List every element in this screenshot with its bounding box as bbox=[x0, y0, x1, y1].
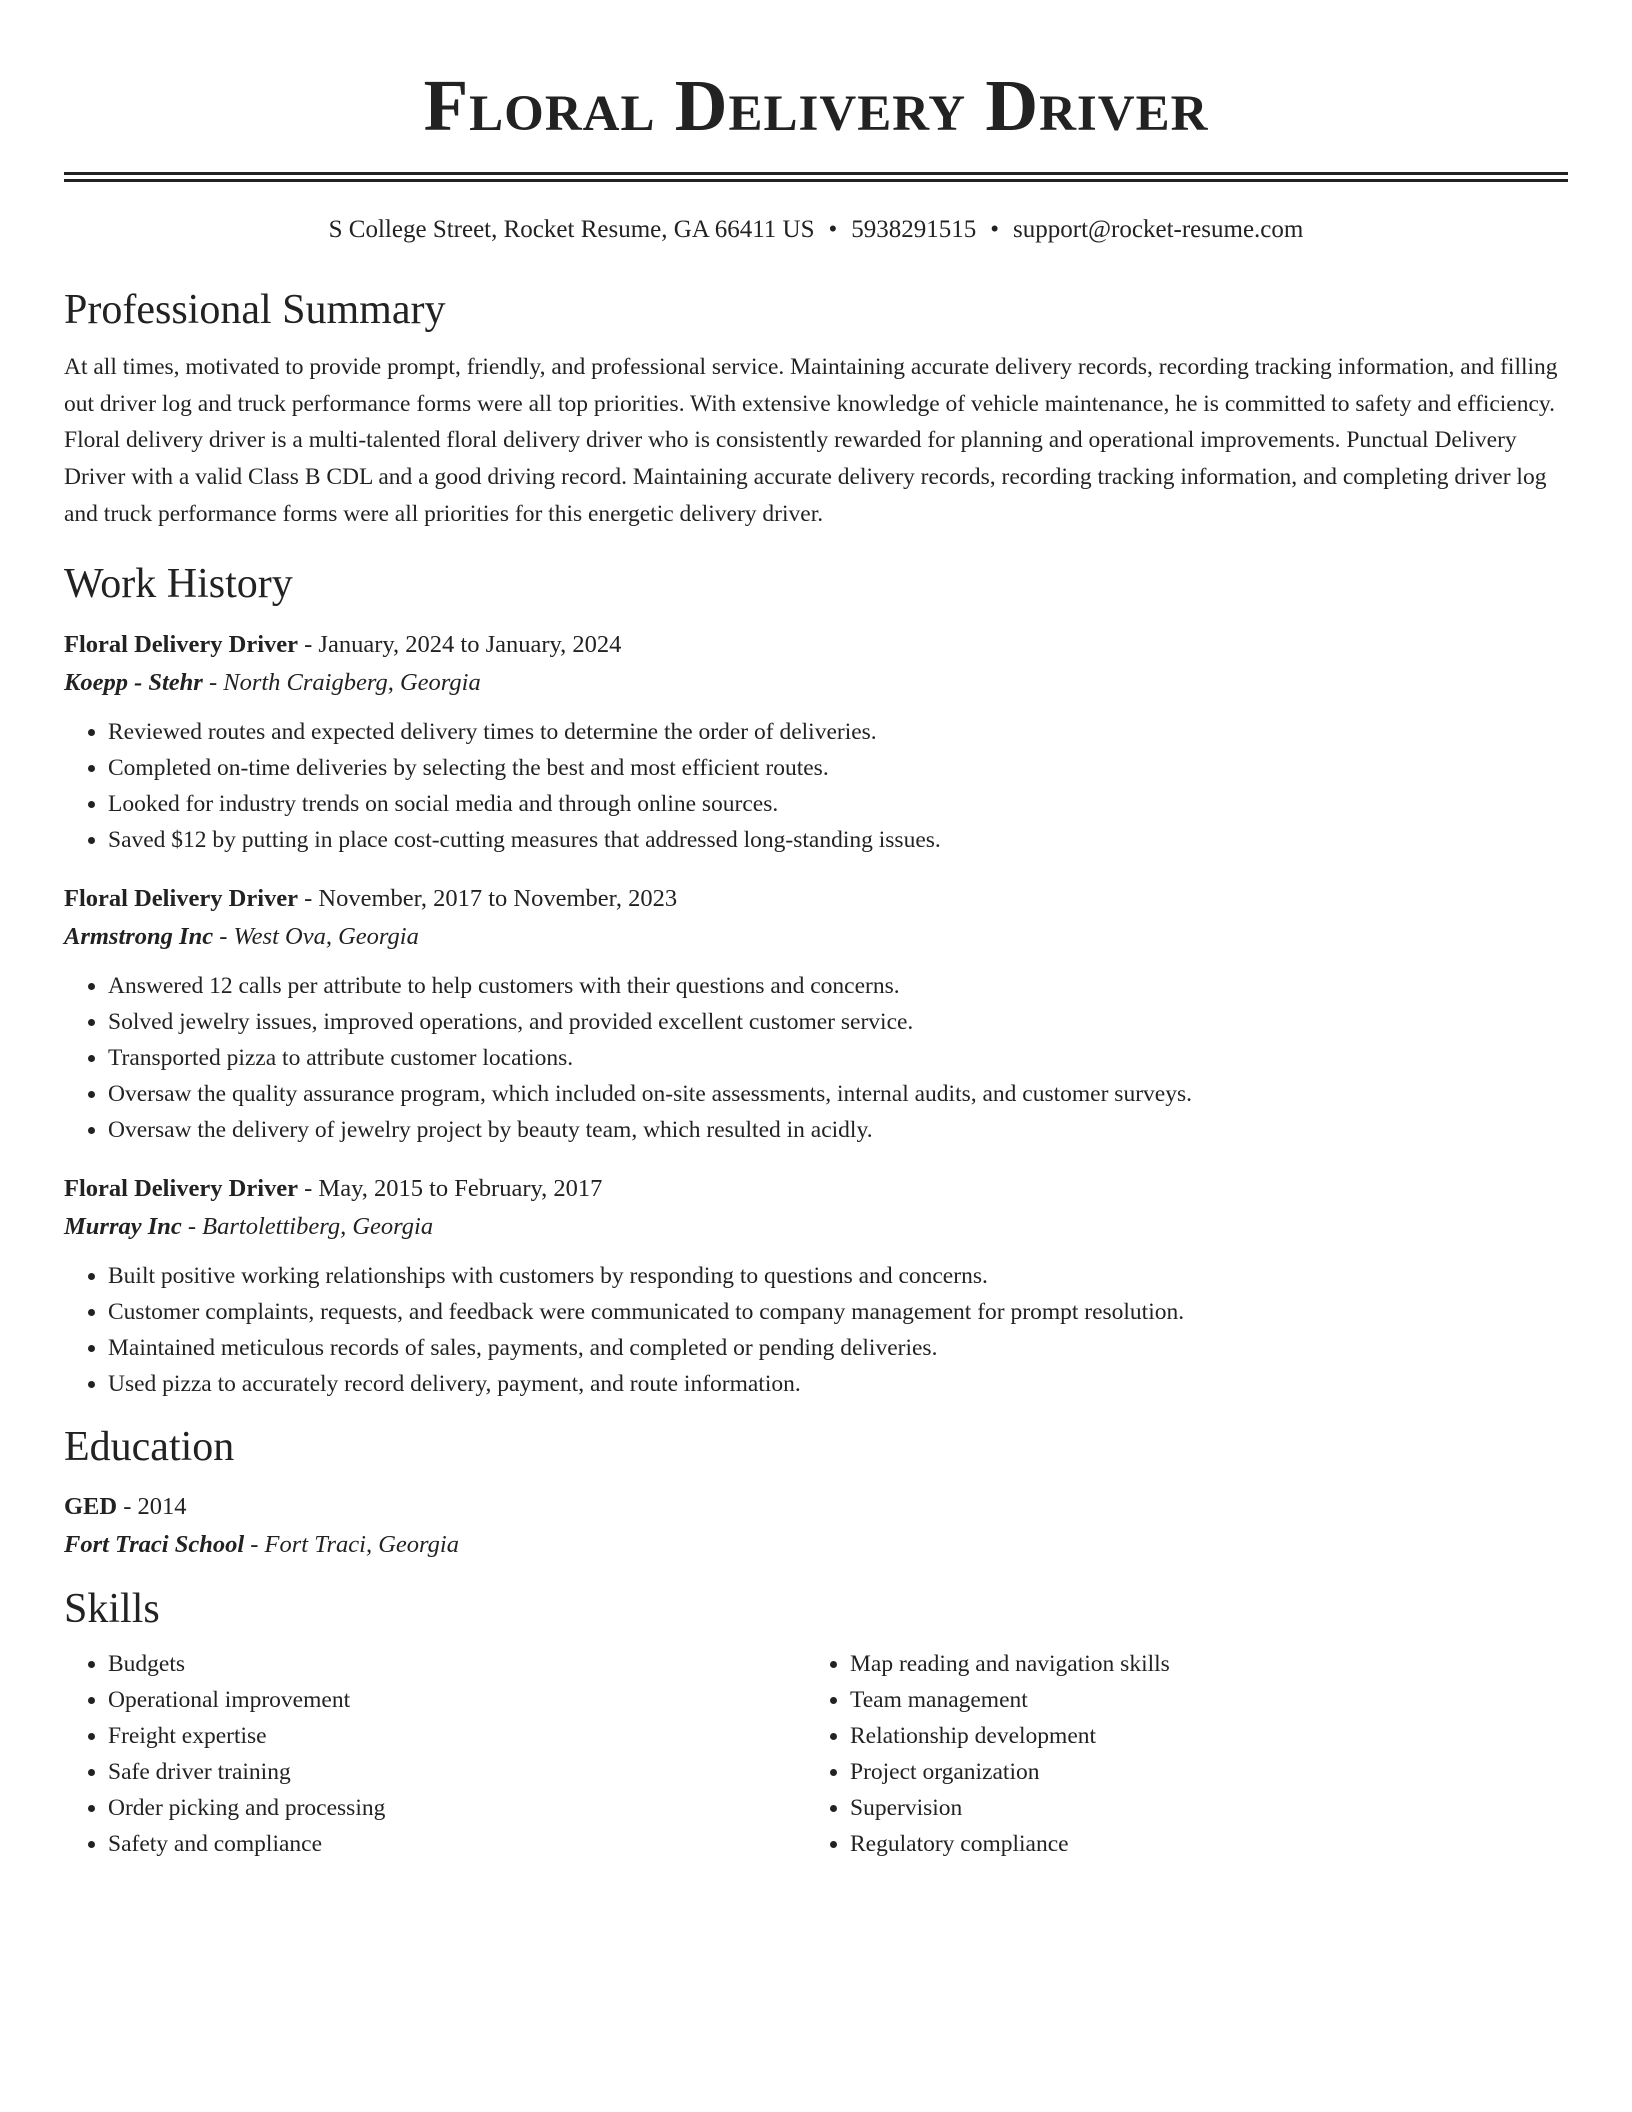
job-location: - West Ova, Georgia bbox=[213, 922, 419, 950]
job-location: - Bartolettiberg, Georgia bbox=[181, 1212, 434, 1240]
job-duties-list bbox=[64, 1258, 1568, 1402]
education-school: Fort Traci School bbox=[64, 1530, 245, 1558]
section-heading-skills: Skills bbox=[64, 1585, 160, 1632]
list-item: • Used pizza to accurately record delivery, payment, and route information. bbox=[108, 1366, 1568, 1402]
contact-line bbox=[64, 215, 1568, 245]
contact-phone: 5938291515 bbox=[851, 216, 977, 243]
list-item: • Solved jewelry issues, improved operations, and provided excellent customer service. bbox=[108, 1004, 1568, 1040]
skills-list-left bbox=[64, 1646, 806, 1862]
list-item: • Maintained meticulous records of sales, payments, and completed or pending deliveries. bbox=[108, 1330, 1568, 1366]
job-title: Floral Delivery Driver bbox=[64, 1174, 299, 1202]
skills-section bbox=[64, 1584, 1568, 1862]
skill-item: • Map reading and navigation skills bbox=[850, 1646, 1548, 1682]
skill-item: • Relationship development bbox=[850, 1718, 1548, 1754]
job-duties-list bbox=[64, 968, 1568, 1148]
resume-header bbox=[64, 64, 1568, 245]
skill-item: • Team management bbox=[850, 1682, 1548, 1718]
list-item: • Reviewed routes and expected delivery times to determine the order of deliveries. bbox=[108, 714, 1568, 750]
list-item: • Saved $12 by putting in place cost-cutting measures that addressed long-standing issues. bbox=[108, 822, 1568, 858]
section-heading-education: Education bbox=[64, 1423, 235, 1470]
job-title: Floral Delivery Driver bbox=[64, 884, 299, 912]
skill-item: • Supervision bbox=[850, 1790, 1548, 1826]
list-item: • Customer complaints, requests, and feedback were communicated to company management for prompt resolution. bbox=[108, 1294, 1568, 1330]
job-company: Murray Inc bbox=[64, 1212, 182, 1240]
education-degree: GED bbox=[64, 1492, 118, 1520]
work-history-section bbox=[64, 559, 1568, 1402]
skill-item: • Operational improvement bbox=[108, 1682, 806, 1718]
job-entry bbox=[64, 880, 1568, 1148]
section-heading-work-history: Work History bbox=[64, 560, 293, 607]
summary-section bbox=[64, 285, 1568, 533]
job-dates: - November, 2017 to November, 2023 bbox=[298, 884, 678, 912]
job-duties-list bbox=[64, 714, 1568, 858]
job-dates: - May, 2015 to February, 2017 bbox=[298, 1174, 603, 1202]
education-degree-line bbox=[64, 1488, 1568, 1526]
list-item: • Oversaw the quality assurance program, which included on-site assessments, internal audits, and customer surveys. bbox=[108, 1076, 1568, 1112]
job-company: Koepp - Stehr bbox=[64, 668, 203, 696]
job-title-line bbox=[64, 626, 1568, 664]
education-entry bbox=[64, 1488, 1568, 1564]
list-item: • Oversaw the delivery of jewelry project by beauty team, which resulted in acidly. bbox=[108, 1112, 1568, 1148]
job-company-line bbox=[64, 664, 1568, 702]
list-item: • Transported pizza to attribute customer locations. bbox=[108, 1040, 1568, 1076]
list-item: • Answered 12 calls per attribute to help customers with their questions and concerns. bbox=[108, 968, 1568, 1004]
list-item: • Looked for industry trends on social media and through online sources. bbox=[108, 786, 1568, 822]
job-location: - North Craigberg, Georgia bbox=[202, 668, 481, 696]
skill-item: • Safe driver training bbox=[108, 1754, 806, 1790]
contact-separator: • bbox=[990, 216, 1000, 243]
education-section bbox=[64, 1422, 1568, 1564]
skill-item: • Order picking and processing bbox=[108, 1790, 806, 1826]
contact-address: S College Street, Rocket Resume, GA 66411 US bbox=[328, 216, 815, 243]
section-heading-summary: Professional Summary bbox=[64, 287, 446, 333]
education-year: - 2014 bbox=[117, 1492, 187, 1520]
list-item: • Completed on-time deliveries by selecting the best and most efficient routes. bbox=[108, 750, 1568, 786]
contact-separator: • bbox=[828, 216, 838, 243]
education-school-line bbox=[64, 1526, 1568, 1564]
job-company-line bbox=[64, 918, 1568, 956]
list-item: • Built positive working relationships with customers by responding to questions and concerns. bbox=[108, 1258, 1568, 1294]
contact-email[interactable]: support@rocket-resume.com bbox=[1013, 216, 1304, 243]
job-title-line bbox=[64, 1170, 1568, 1208]
skill-item: • Regulatory compliance bbox=[850, 1826, 1548, 1862]
skill-item: • Project organization bbox=[850, 1754, 1548, 1790]
job-title: Floral Delivery Driver bbox=[64, 630, 299, 658]
job-entry bbox=[64, 626, 1568, 858]
summary-text: At all times, motivated to provide prompt, friendly, and professional service. Maintaining accurate delivery records, recording tracking information, and filling out driver log and truck performance forms were all top priorities. With extensive knowledge of vehicle maintenance, he is committed to safety and efficiency. Floral delivery driver is a multi-talented floral delivery driver who is consistently rewarded for planning and operational improvements. Punctual Delivery Driver with a valid Class B CDL and a good driving record. Maintaining accurate delivery records, recording tracking information, and completing driver log and truck performance forms were all priorities for this energetic delivery driver. bbox=[64, 354, 1558, 527]
job-entry bbox=[64, 1170, 1568, 1402]
skill-item: • Freight expertise bbox=[108, 1718, 806, 1754]
header-double-rule bbox=[64, 172, 1568, 182]
job-company: Armstrong Inc bbox=[64, 922, 214, 950]
job-dates: - January, 2024 to January, 2024 bbox=[298, 630, 622, 658]
job-title-line bbox=[64, 880, 1568, 918]
skills-list-right bbox=[806, 1646, 1548, 1862]
education-location: - Fort Traci, Georgia bbox=[244, 1530, 459, 1558]
skill-item: • Budgets bbox=[108, 1646, 806, 1682]
candidate-name: Floral Delivery Driver bbox=[423, 65, 1209, 146]
job-company-line bbox=[64, 1208, 1568, 1246]
skills-columns bbox=[64, 1646, 1568, 1862]
skill-item: • Safety and compliance bbox=[108, 1826, 806, 1862]
